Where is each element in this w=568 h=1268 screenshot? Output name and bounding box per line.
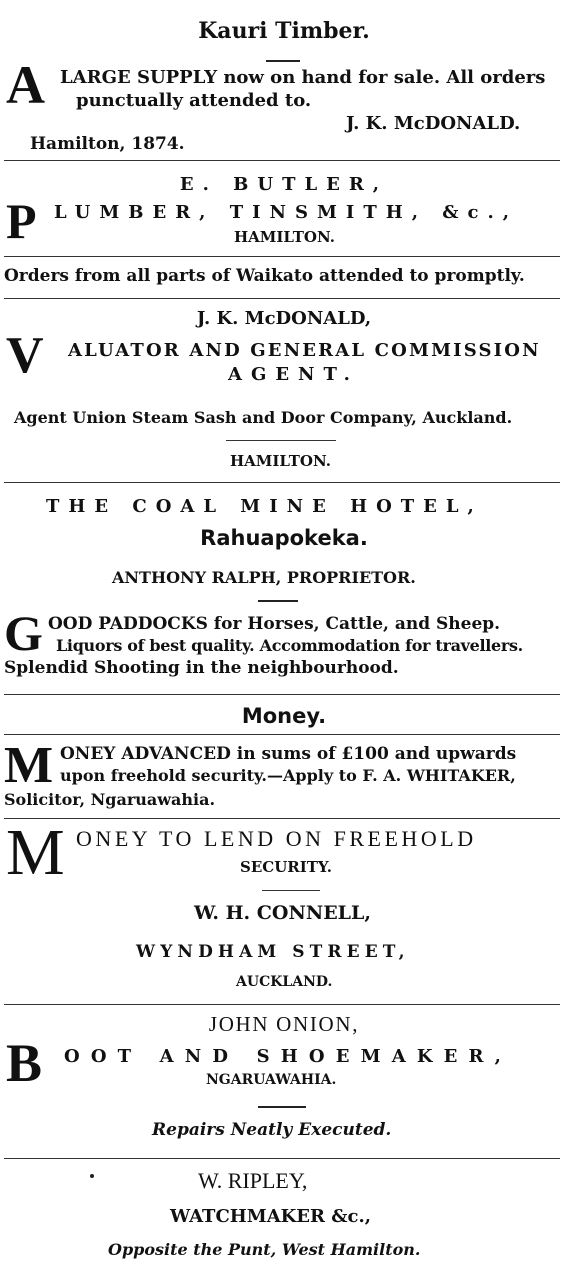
kauri-initial: A bbox=[6, 55, 45, 115]
butler-town: HAMILTON. bbox=[234, 228, 335, 246]
ripley-trade: WATCHMAKER &c., bbox=[170, 1206, 371, 1227]
butler-name: E. BUTLER, bbox=[179, 174, 389, 195]
onion-trade: OOT AND SHOEMAKER, bbox=[64, 1046, 513, 1067]
onion-initial: B bbox=[6, 1033, 43, 1093]
hotel-line1: OOD PADDOCKS for Horses, Cattle, and Sheep. bbox=[48, 614, 501, 634]
connell-initial: M bbox=[6, 816, 65, 889]
kauri-heading: Kauri Timber. bbox=[198, 18, 370, 44]
column-rule bbox=[4, 482, 560, 483]
money-initial: M bbox=[4, 737, 54, 794]
separator-dash bbox=[258, 600, 298, 602]
onion-name: JOHN ONION, bbox=[208, 1012, 360, 1036]
money-line1: ONEY ADVANCED in sums of £100 and upwards bbox=[60, 744, 517, 764]
column-rule bbox=[4, 160, 560, 161]
mcdonald-agent: Agent Union Steam Sash and Door Company, Auckland. bbox=[14, 408, 513, 427]
onion-note: Repairs Neatly Executed. bbox=[152, 1120, 392, 1140]
onion-town: NGARUAWAHIA. bbox=[206, 1072, 337, 1088]
money-line2: upon freehold security.—Apply to F. A. WHITAKER, bbox=[60, 766, 516, 785]
money-line3: Solicitor, Ngaruawahia. bbox=[4, 790, 216, 809]
column-rule bbox=[4, 1158, 560, 1159]
connell-town: AUCKLAND. bbox=[236, 974, 333, 990]
money-heading: Money. bbox=[241, 704, 327, 728]
kauri-line2: punctually attended to. bbox=[76, 90, 312, 111]
kauri-line1: LARGE SUPPLY now on hand for sale. All orders bbox=[60, 67, 546, 88]
ripley-name: W. RIPLEY, bbox=[198, 1168, 308, 1193]
column-rule bbox=[4, 818, 560, 819]
short-rule bbox=[4, 734, 560, 735]
ripley-address: Opposite the Punt, West Hamilton. bbox=[108, 1240, 421, 1259]
connell-line1: ONEY TO LEND ON FREEHOLD bbox=[76, 826, 477, 851]
butler-initial: P bbox=[6, 193, 37, 249]
hotel-proprietor: ANTHONY RALPH, PROPRIETOR. bbox=[112, 568, 416, 587]
butler-trade: LUMBER, TINSMITH, &c., bbox=[54, 202, 519, 223]
connell-name: W. H. CONNELL, bbox=[194, 902, 372, 924]
butler-note: Orders from all parts of Waikato attended to promptly. bbox=[4, 266, 525, 286]
column-rule bbox=[4, 298, 560, 299]
mcdonald-initial: V bbox=[6, 327, 44, 384]
kauri-name: J. K. McDONALD. bbox=[346, 113, 521, 134]
connell-line2: SECURITY. bbox=[240, 858, 332, 876]
separator-dash bbox=[258, 1106, 306, 1108]
mcdonald-trade-line1: ALUATOR AND GENERAL COMMISSION bbox=[68, 340, 541, 361]
separator-dash bbox=[266, 60, 300, 62]
hotel-initial: G bbox=[4, 605, 43, 661]
mcdonald-trade-line2: AGENT. bbox=[228, 364, 359, 385]
hotel-line3: Splendid Shooting in the neighbourhood. bbox=[4, 658, 399, 678]
short-rule bbox=[4, 256, 560, 257]
short-rule bbox=[262, 890, 320, 891]
column-rule bbox=[4, 694, 560, 695]
mcdonald-name: J. K. McDONALD, bbox=[196, 308, 372, 329]
mcdonald-town: HAMILTON. bbox=[230, 452, 331, 470]
hotel-line2: Liquors of best quality. Accommodation for travellers. bbox=[56, 636, 523, 655]
short-rule bbox=[226, 440, 336, 441]
print-speck bbox=[90, 1174, 94, 1178]
hotel-place: Rahuapokeka. bbox=[200, 526, 368, 550]
column-rule bbox=[4, 1004, 560, 1005]
kauri-place-date: Hamilton, 1874. bbox=[30, 134, 185, 154]
connell-street: WYNDHAM STREET, bbox=[136, 942, 410, 962]
hotel-name: THE COAL MINE HOTEL, bbox=[46, 496, 483, 517]
